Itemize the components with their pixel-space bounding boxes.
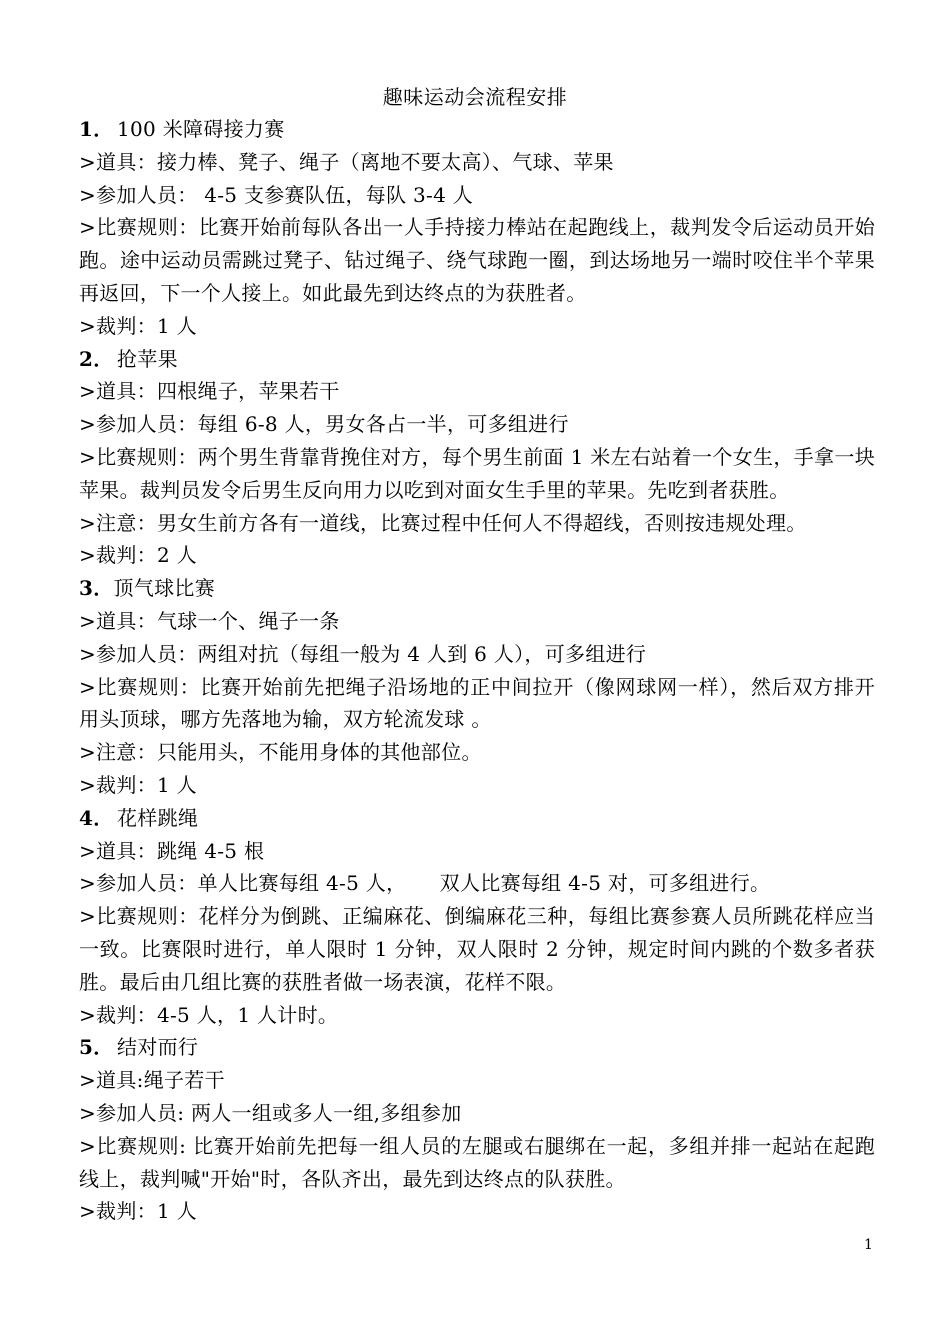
section-item: >裁判：1 人 bbox=[79, 772, 197, 797]
section-item: >道具:绳子若干 bbox=[79, 1068, 225, 1093]
page-number: 1 bbox=[864, 1237, 873, 1253]
section-item: >参加人员：每组 6-8 人，男女各占一半，可多组进行 bbox=[79, 412, 569, 437]
section-item: >道具：气球一个、绳子一条 bbox=[79, 608, 340, 633]
section-heading-5 bbox=[79, 1031, 875, 1064]
section-name: 抢苹果 bbox=[117, 346, 178, 371]
section-name: 顶气球比赛 bbox=[113, 576, 216, 601]
section-heading-3 bbox=[79, 572, 875, 605]
document-title: 趣味运动会流程安排 bbox=[382, 85, 568, 109]
section-item: >比赛规则：比赛开始前先把绳子沿场地的正中间拉开（像网球网一样），然后双方排开用头顶球，哪方先落地为输，双方轮流发球 。 bbox=[79, 674, 875, 732]
section-number: 1． bbox=[79, 117, 114, 141]
section-number: 3． bbox=[79, 576, 114, 601]
section-item: >比赛规则：两个男生背靠背挽住对方，每个男生前面 1 米左右站着一个女生，手拿一块苹果。裁判员发令后男生反向用力以吃到对面女生手里的苹果。先吃到者获胜。 bbox=[79, 444, 875, 502]
document-body bbox=[79, 113, 875, 1228]
section-item: >参加人员: 两人一组或多人一组,多组参加 bbox=[79, 1100, 462, 1125]
section-item: >注意：男女生前方各有一道线，比赛过程中任何人不得超线，否则按违规处理。 bbox=[79, 510, 807, 535]
section-number: 4． bbox=[79, 805, 114, 830]
section-item: >注意：只能用头，不能用身体的其他部位。 bbox=[79, 740, 482, 765]
section-item: >道具：跳绳 4-5 根 bbox=[79, 838, 265, 863]
section-heading-1 bbox=[79, 113, 875, 146]
section-heading-4 bbox=[79, 802, 875, 835]
section-item: >参加人员：单人比赛每组 4-5 人， 双人比赛每组 4-5 对，可多组进行。 bbox=[79, 871, 771, 896]
section-item: >裁判：1 人 bbox=[79, 1199, 197, 1224]
section-item: >道具：接力棒、凳子、绳子（离地不要太高）、气球、苹果 bbox=[79, 149, 614, 174]
section-item: >道具：四根绳子，苹果若干 bbox=[79, 379, 340, 404]
section-item: >裁判：2 人 bbox=[79, 543, 197, 568]
section-name: 100 米障碍接力赛 bbox=[117, 117, 285, 141]
section-item: >参加人员：两组对抗（每组一般为 4 人到 6 人），可多组进行 bbox=[79, 641, 647, 666]
section-item: >比赛规则：花样分为倒跳、正编麻花、倒编麻花三种，每组比赛参赛人员所跳花样应当一致。比赛限时进行，单人限时 1 分钟，双人限时 2 分钟，规定时间内跳的个数多者获胜。最后由几组比赛的获胜者做一场表演，花样不限。 bbox=[79, 904, 875, 994]
section-item: >裁判：1 人 bbox=[79, 313, 197, 338]
section-number: 5． bbox=[79, 1035, 114, 1060]
section-item: >参加人员： 4-5 支参赛队伍，每队 3-4 人 bbox=[79, 182, 474, 207]
section-name: 花样跳绳 bbox=[117, 805, 199, 830]
section-heading-2 bbox=[79, 343, 875, 376]
section-name: 结对而行 bbox=[117, 1035, 199, 1060]
section-number: 2． bbox=[79, 346, 114, 371]
section-item: >比赛规则: 比赛开始前先把每一组人员的左腿或右腿绑在一起，多组并排一起站在起跑线上，裁判喊"开始"时，各队齐出，最先到达终点的队获胜。 bbox=[79, 1133, 875, 1191]
section-item: >裁判：4-5 人，1 人计时。 bbox=[79, 1002, 339, 1027]
section-item: >比赛规则：比赛开始前每队各出一人手持接力棒站在起跑线上，裁判发令后运动员开始跑。途中运动员需跳过凳子、钻过绳子、绕气球跑一圈，到达场地另一端时咬住半个苹果再返回，下一个人接上。如此最先到达终点的为获胜者。 bbox=[79, 215, 875, 305]
